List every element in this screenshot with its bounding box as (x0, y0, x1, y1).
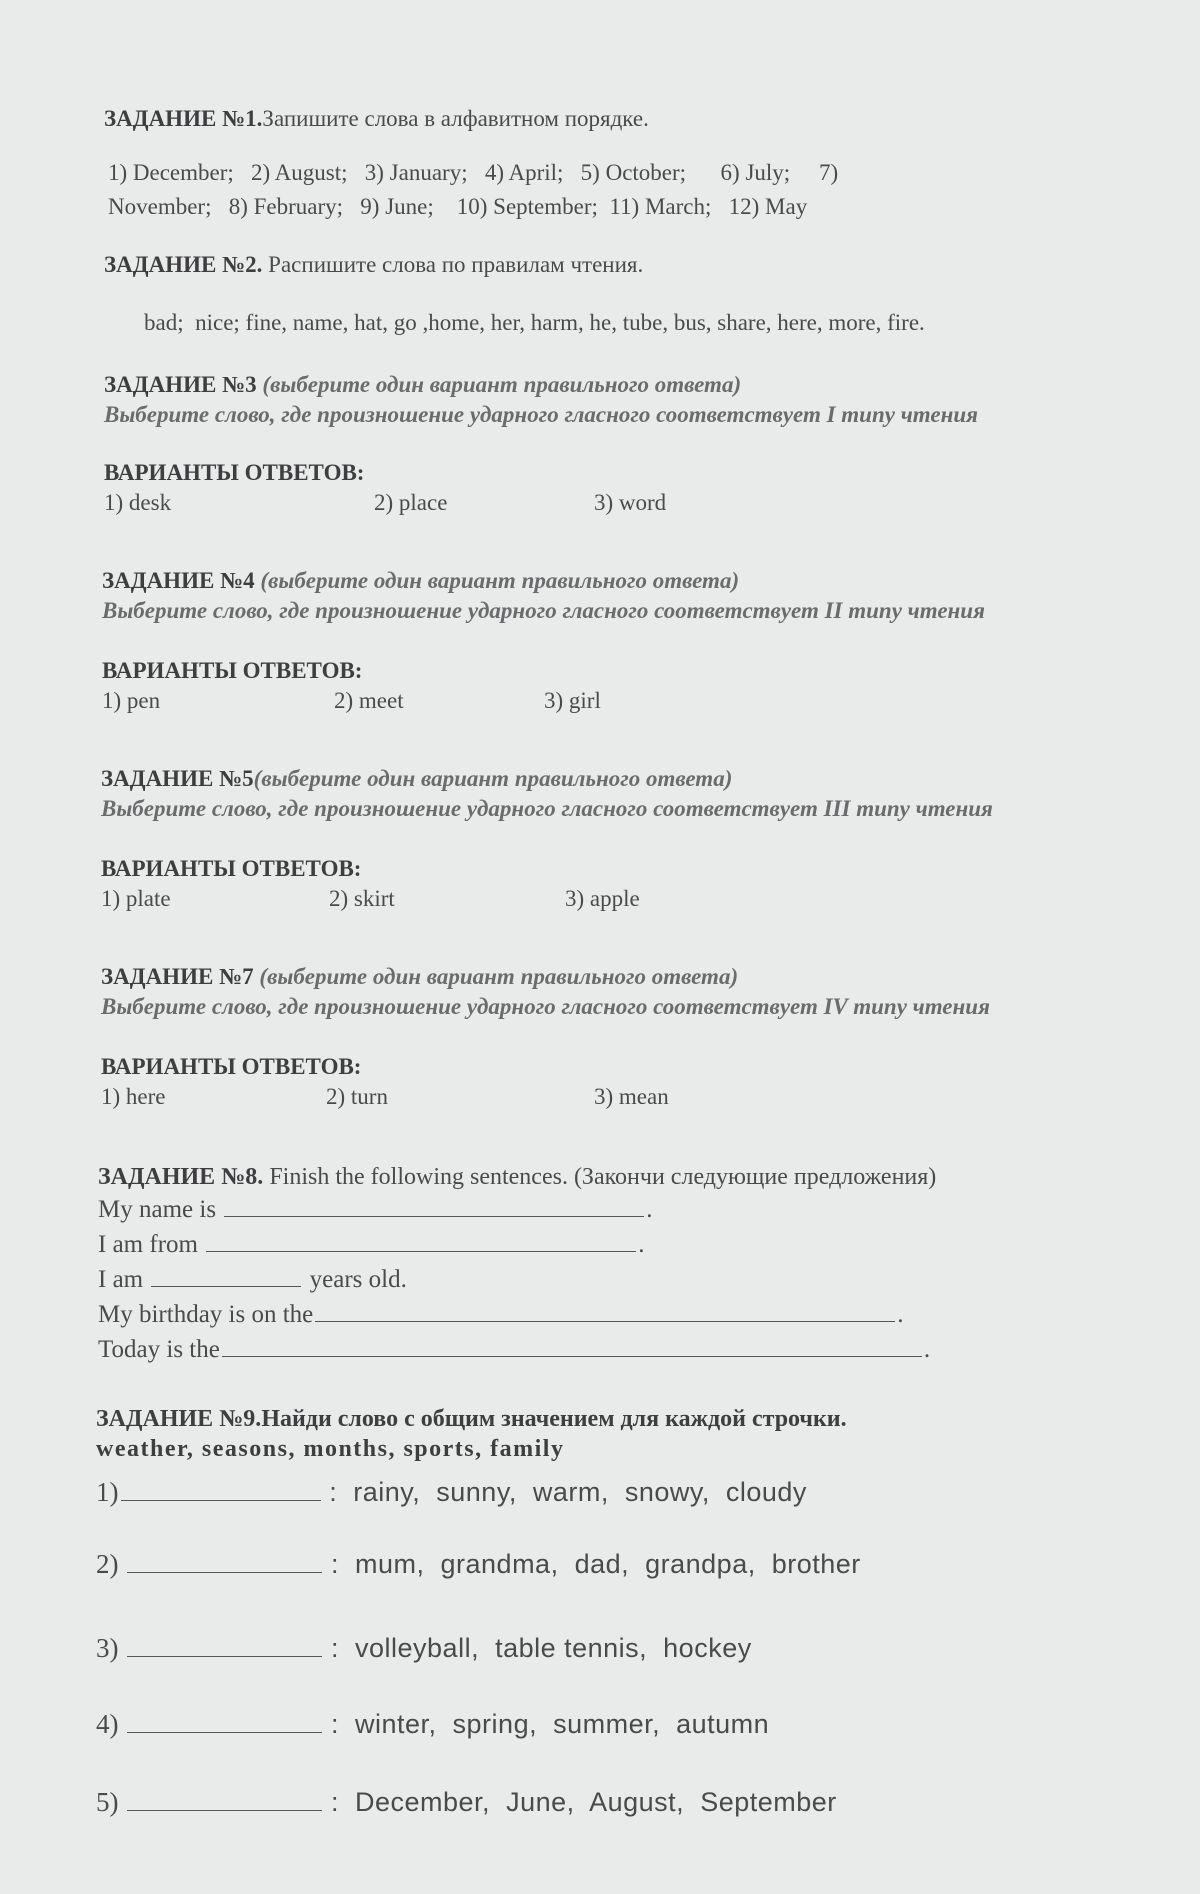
birthday-blank[interactable] (315, 1297, 895, 1322)
task-4-answers-label: ВАРИАНТЫ ОТВЕТОВ: (102, 658, 363, 683)
task-2-words (144, 306, 1200, 340)
task-4-question: Выберите слово, где произношение ударного гласного соответствует II типу чтения (102, 598, 985, 623)
task-9-instruction: Найди слово с общим значением для каждой строчки. (261, 1406, 847, 1432)
task-5-option-2[interactable]: 2) skirt (329, 886, 395, 911)
task-9 (96, 1404, 1186, 1464)
task-5-question: Выберите слово, где произношение ударного гласного соответствует III типу чтения (101, 796, 993, 821)
sentence-1-text: My name is (98, 1196, 217, 1223)
row-5-blank[interactable] (127, 1786, 322, 1811)
task-4-heading: ЗАДАНИЕ №4 (102, 568, 255, 593)
task-9-row-3 (96, 1632, 752, 1664)
row-3-words: : volleyball, table tennis, hockey (331, 1633, 752, 1663)
row-1-words: : rainy, sunny, warm, snowy, cloudy (329, 1477, 807, 1507)
task-8-sentence-1 (98, 1192, 1188, 1227)
task-1 (104, 104, 1194, 134)
row-2-blank[interactable] (127, 1548, 322, 1573)
task-7-hint: (выберите один вариант правильного ответа) (259, 964, 739, 989)
task-3-option-3[interactable]: 3) word (594, 490, 667, 515)
task-5-heading: ЗАДАНИЕ №5 (101, 766, 254, 791)
task-8-sentence-5 (98, 1332, 1188, 1367)
task-3-option-2[interactable]: 2) place (374, 490, 448, 515)
task-7-heading: ЗАДАНИЕ №7 (101, 964, 254, 989)
task-8-sentence-3 (98, 1262, 1188, 1297)
task-7-option-1[interactable]: 1) here (101, 1084, 166, 1109)
task-4-hint: (выберите один вариант правильного ответа) (260, 568, 740, 593)
task-5-options (101, 884, 1191, 914)
task-1-heading: ЗАДАНИЕ №1. (104, 106, 263, 131)
sentence-5-text: Today is the (98, 1336, 220, 1363)
task-5-hint: (выберите один вариант правильного ответа) (253, 766, 733, 791)
task-4-option-2[interactable]: 2) meet (334, 688, 404, 713)
task-9-heading: ЗАДАНИЕ №9. (96, 1406, 262, 1432)
task-5-answers-label: ВАРИАНТЫ ОТВЕТОВ: (101, 856, 362, 881)
task-7-option-2[interactable]: 2) turn (326, 1084, 388, 1109)
task-5 (101, 764, 1191, 914)
sentence-5-dot: . (923, 1336, 931, 1363)
task-4 (102, 566, 1192, 716)
task-3-options (104, 488, 1194, 518)
row-4-number: 4) (96, 1709, 119, 1739)
task-9-row-1 (96, 1476, 807, 1508)
task-9-row-5 (96, 1786, 837, 1818)
row-4-words: : winter, spring, summer, autumn (331, 1709, 770, 1739)
task-8-heading: ЗАДАНИЕ №8. (98, 1164, 264, 1190)
task-7-option-3[interactable]: 3) mean (594, 1084, 669, 1109)
row-1-blank[interactable] (121, 1476, 321, 1501)
age-blank[interactable] (151, 1262, 301, 1287)
sentence-4-text: My birthday is on the (98, 1301, 314, 1328)
task-3-hint: (выберите один вариант правильного ответа) (262, 372, 742, 397)
name-blank[interactable] (224, 1192, 644, 1217)
sentence-3-text-b: years old. (309, 1266, 407, 1293)
sentence-4-dot: . (897, 1301, 904, 1328)
row-2-number: 2) (96, 1549, 119, 1579)
task-2-heading: ЗАДАНИЕ №2. (104, 252, 263, 277)
task-8-sentence-4 (98, 1297, 1188, 1332)
task-1-line-2: November; 8) February; 9) June; 10) September; 11) March; 12) May (108, 194, 808, 219)
task-7-options (101, 1082, 1191, 1112)
row-3-blank[interactable] (127, 1632, 322, 1657)
task-3-answers-label: ВАРИАНТЫ ОТВЕТОВ: (104, 460, 365, 485)
row-5-words: : December, June, August, September (331, 1787, 837, 1817)
task-3-heading: ЗАДАНИЕ №3 (104, 372, 257, 397)
task-9-row-4 (96, 1708, 769, 1740)
task-8-instruction: Finish the following sentences. (Закончи следующие предложения) (269, 1164, 937, 1190)
task-1-line-1: 1) December; 2) August; 3) January; 4) April; 5) October; 6) July; 7) (108, 160, 839, 185)
row-5-number: 5) (96, 1787, 119, 1817)
task-9-row-2 (96, 1548, 861, 1580)
sentence-1-dot: . (646, 1196, 653, 1223)
row-4-blank[interactable] (127, 1708, 322, 1733)
task-1-instruction: Запишите слова в алфавитном порядке. (262, 106, 649, 131)
row-2-words: : mum, grandma, dad, grandpa, brother (331, 1549, 861, 1579)
task-5-option-1[interactable]: 1) plate (101, 886, 171, 911)
row-1-number: 1) (96, 1477, 119, 1507)
task-3-option-1[interactable]: 1) desk (104, 490, 172, 515)
task-2-instruction: Распишите слова по правилам чтения. (268, 252, 644, 277)
task-2-word-list: bad; nice; fine, name, hat, go ,home, her, harm, he, tube, bus, share, here, more, fire. (144, 310, 925, 335)
task-4-option-3[interactable]: 3) girl (544, 688, 601, 713)
today-blank[interactable] (222, 1332, 922, 1357)
sentence-2-text: I am from (98, 1231, 198, 1258)
sentence-3-text-a: I am (98, 1266, 144, 1293)
task-4-option-1[interactable]: 1) pen (102, 688, 161, 713)
sentence-2-dot: . (638, 1231, 645, 1258)
task-8 (98, 1162, 1188, 1367)
task-7-question: Выберите слово, где произношение ударного гласного соответствует IV типу чтения (101, 994, 990, 1019)
task-9-word-bank: weather, seasons, months, sports, family (96, 1436, 565, 1462)
task-2 (104, 250, 1194, 280)
task-7-answers-label: ВАРИАНТЫ ОТВЕТОВ: (101, 1054, 362, 1079)
task-5-option-3[interactable]: 3) apple (565, 886, 640, 911)
row-3-number: 3) (96, 1633, 119, 1663)
task-4-options (102, 686, 1192, 716)
task-1-months (108, 156, 1198, 224)
task-7 (101, 962, 1191, 1112)
from-blank[interactable] (206, 1227, 636, 1252)
task-3 (104, 370, 1194, 518)
task-3-question: Выберите слово, где произношение ударного гласного соответствует I типу чтения (104, 402, 978, 427)
task-8-sentence-2 (98, 1227, 1188, 1262)
